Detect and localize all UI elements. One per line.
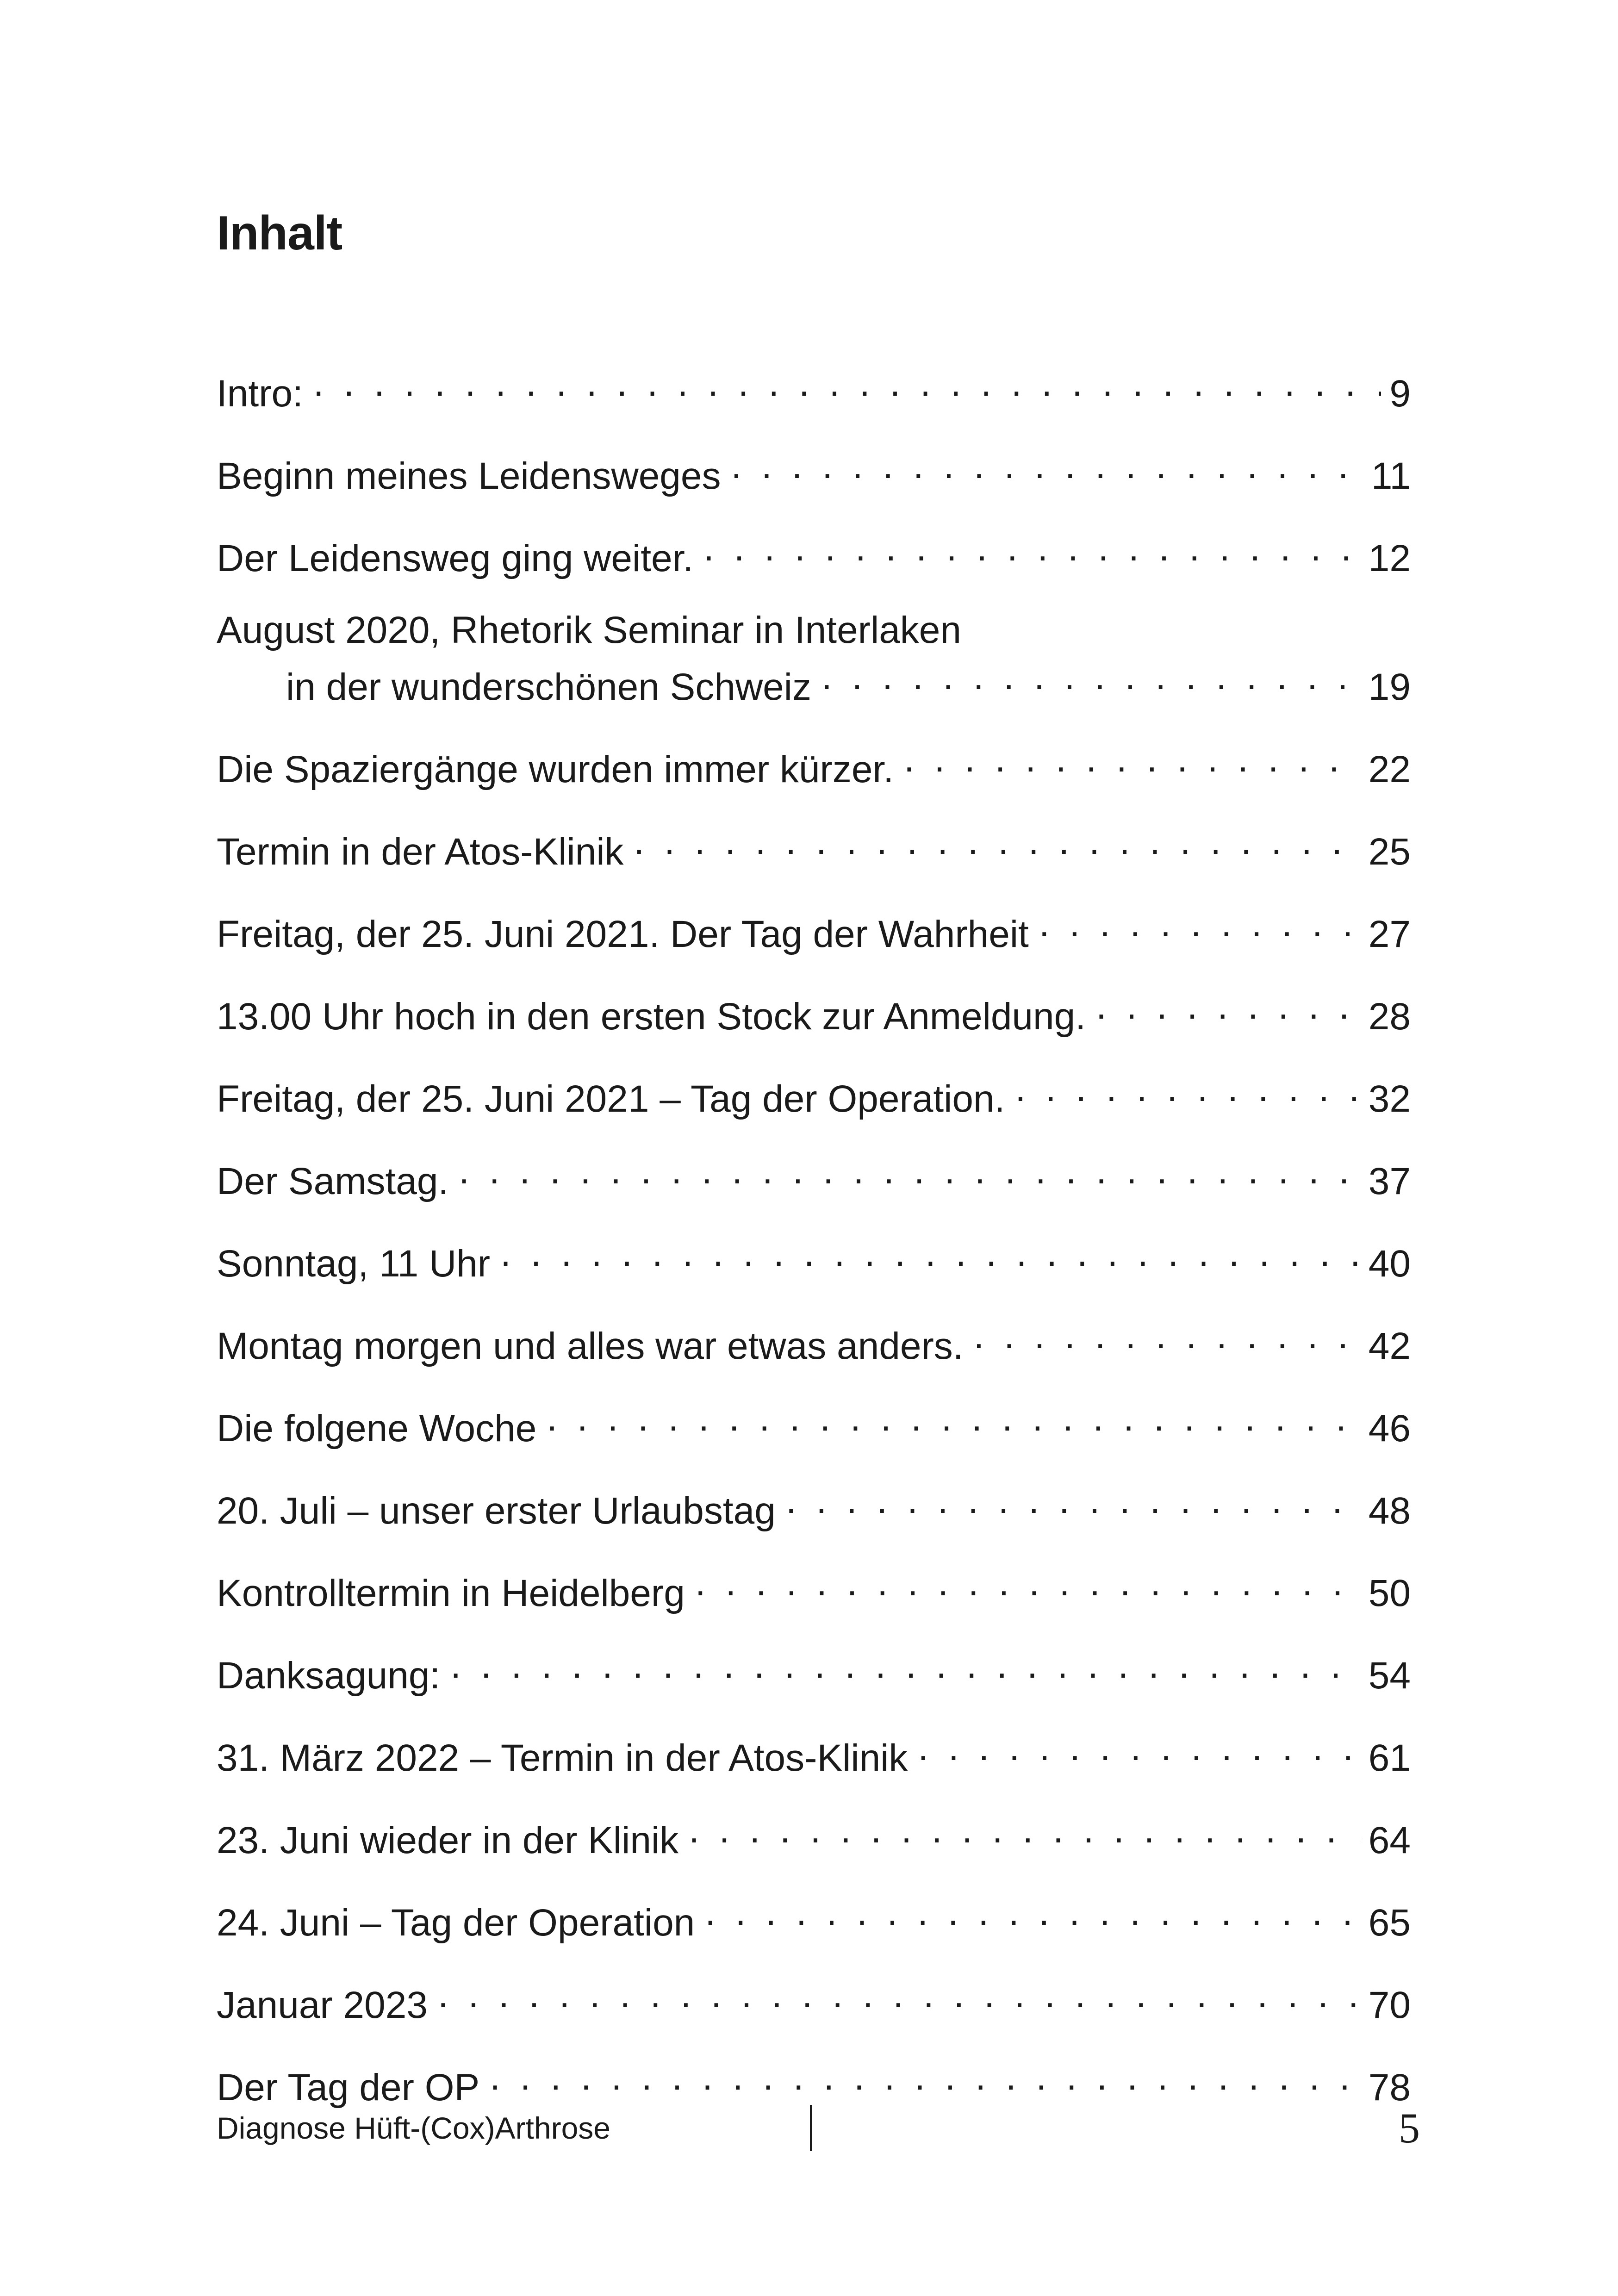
toc-entry-title: 13.00 Uhr hoch in den ersten Stock zur Anmeldung.	[217, 996, 1086, 1038]
toc-entry-title: 23. Juni wieder in der Klinik	[217, 1819, 679, 1861]
toc-dot-leader	[695, 1560, 1360, 1606]
toc-entry	[217, 983, 1411, 1040]
toc-entry-page: 54	[1368, 1655, 1411, 1697]
toc-entry-page: 61	[1368, 1737, 1411, 1779]
toc-dot-leader	[705, 1889, 1360, 1935]
toc-entry	[217, 736, 1411, 793]
toc-entry-page: 25	[1368, 831, 1411, 873]
toc-dot-leader	[731, 442, 1363, 489]
toc-entry-page: 32	[1368, 1078, 1411, 1120]
toc-entry-page: 70	[1368, 1984, 1411, 2026]
toc-entry	[217, 901, 1411, 958]
toc-entry-title: Kontrolltermin in Heidelberg	[217, 1572, 685, 1614]
toc-entry	[217, 1065, 1411, 1122]
toc-entry-page: 48	[1368, 1490, 1411, 1532]
toc-entry	[217, 1724, 1411, 1781]
toc-dot-leader	[1039, 901, 1360, 947]
toc-dot-leader	[438, 1972, 1360, 2018]
toc-entry	[217, 1889, 1411, 1946]
toc-entry-page: 11	[1371, 455, 1411, 497]
toc-entry-title: 20. Juli – unser erster Urlaubstag	[217, 1490, 776, 1532]
toc-entry	[217, 1642, 1411, 1699]
toc-entry-page: 42	[1368, 1325, 1411, 1367]
toc-heading: Inhalt	[217, 206, 342, 260]
toc-entry-page: 19	[1368, 666, 1411, 708]
toc-entry-page: 78	[1368, 2066, 1411, 2109]
toc-dot-leader	[703, 525, 1360, 571]
toc-entry-title: 31. März 2022 – Termin in der Atos-Klinik	[217, 1737, 908, 1779]
toc-entry	[217, 2054, 1411, 2111]
toc-entry-title: 24. Juni – Tag der Operation	[217, 1902, 695, 1944]
toc-entry-page: 40	[1368, 1243, 1411, 1285]
toc-entry	[217, 360, 1411, 417]
toc-entry-page: 50	[1368, 1572, 1411, 1614]
toc-entry-title: Der Leidensweg ging weiter.	[217, 537, 694, 579]
toc-entry-page: 65	[1368, 1902, 1411, 1944]
toc-entry-title: in der wunderschönen Schweiz	[286, 666, 811, 708]
toc-dot-leader	[786, 1477, 1360, 1524]
toc-entry	[217, 1148, 1411, 1205]
toc-dot-leader	[821, 653, 1360, 700]
toc-entry-title: Intro:	[217, 373, 303, 415]
toc-entry	[217, 1313, 1411, 1369]
toc-entry-page: 46	[1368, 1407, 1411, 1450]
toc-entry-page: 9	[1389, 373, 1411, 415]
toc-entry-page: 64	[1368, 1819, 1411, 1861]
footer-book-title: Diagnose Hüft-(Cox)Arthrose	[217, 2111, 610, 2145]
toc-dot-leader	[1096, 983, 1360, 1029]
toc-dot-leader	[547, 1395, 1360, 1441]
toc-entry-title: Der Tag der OP	[217, 2066, 480, 2109]
toc-dot-leader	[500, 1230, 1360, 1276]
footer-divider	[810, 2105, 812, 2151]
toc-entry	[217, 818, 1411, 875]
toc-entry	[217, 1972, 1411, 2028]
toc-dot-leader	[689, 1807, 1360, 1853]
toc-entry-title: Die Spaziergänge wurden immer kürzer.	[217, 748, 894, 790]
toc-dot-leader	[450, 1642, 1360, 1688]
toc-dot-leader	[1015, 1065, 1360, 1112]
toc-entry	[217, 1807, 1411, 1864]
toc-entry	[217, 1560, 1411, 1617]
toc-entry-title: Freitag, der 25. Juni 2021 – Tag der Operation.	[217, 1078, 1005, 1120]
toc-entry-title: Montag morgen und alles war etwas anders.	[217, 1325, 964, 1367]
toc-entry-title-line1: August 2020, Rhetorik Seminar in Interlaken	[217, 609, 962, 651]
toc-entry-title: Die folgene Woche	[217, 1407, 537, 1450]
toc-entry	[217, 1230, 1411, 1287]
footer-page-number: 5	[1399, 2104, 1420, 2152]
toc-dot-leader	[904, 736, 1360, 782]
page-footer	[217, 2105, 1420, 2160]
toc-entry-title: Der Samstag.	[217, 1160, 449, 1202]
table-of-contents	[217, 360, 1411, 2136]
toc-entry	[217, 607, 1411, 710]
toc-dot-leader	[490, 2054, 1360, 2100]
toc-entry	[217, 1477, 1411, 1534]
toc-entry-page: 22	[1368, 748, 1411, 790]
toc-entry-title: Beginn meines Leidensweges	[217, 455, 721, 497]
toc-entry-title: Januar 2023	[217, 1984, 428, 2026]
toc-entry-title: Sonntag, 11 Uhr	[217, 1243, 491, 1285]
toc-dot-leader	[313, 360, 1382, 406]
toc-entry-title: Danksagung:	[217, 1655, 441, 1697]
toc-entry-page: 37	[1368, 1160, 1411, 1202]
toc-entry-page: 28	[1368, 996, 1411, 1038]
toc-entry	[217, 1395, 1411, 1452]
toc-dot-leader	[634, 818, 1360, 865]
toc-entry	[217, 442, 1411, 499]
toc-entry-title: Freitag, der 25. Juni 2021. Der Tag der Wahrheit	[217, 913, 1029, 955]
toc-dot-leader	[459, 1148, 1360, 1194]
toc-dot-leader	[918, 1724, 1360, 1771]
toc-entry	[217, 525, 1411, 582]
toc-entry-page: 12	[1368, 537, 1411, 579]
toc-entry-page: 27	[1368, 913, 1411, 955]
toc-entry-title: Termin in der Atos-Klinik	[217, 831, 624, 873]
toc-dot-leader	[974, 1313, 1360, 1359]
